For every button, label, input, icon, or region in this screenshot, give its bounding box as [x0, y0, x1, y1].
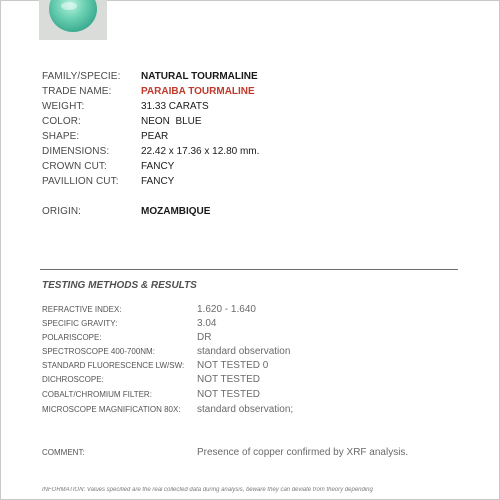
test-label: STANDARD FLUORESCENCE LW/SW:	[42, 361, 185, 370]
pavillion-cut-label: PAVILLION CUT:	[42, 176, 119, 187]
test-label: DICHROSCOPE:	[42, 375, 104, 384]
dimensions-value: 22.42 x 17.36 x 12.80 mm.	[141, 146, 260, 157]
shape-label: SHAPE:	[42, 131, 80, 142]
test-label: MICROSCOPE MAGNIFICATION 80X:	[42, 405, 181, 414]
comment-value: Presence of copper confirmed by XRF analysis.	[197, 447, 409, 458]
test-value: NOT TESTED	[197, 389, 260, 400]
section-divider	[40, 269, 458, 270]
test-label: REFRACTIVE INDEX:	[42, 305, 122, 314]
dimensions-label: DIMENSIONS:	[42, 146, 110, 157]
comment-label: COMMENT:	[42, 448, 85, 457]
test-value: 1.620 - 1.640	[197, 304, 256, 315]
origin-value: MOZAMBIQUE	[141, 206, 211, 217]
weight-value: 31.33 CARATS	[141, 101, 209, 112]
test-value: DR	[197, 332, 212, 343]
family-label: FAMILY/SPECIE:	[42, 71, 121, 82]
test-label: SPECTROSCOPE 400-700NM:	[42, 347, 155, 356]
test-value: standard observation	[197, 346, 291, 357]
information-disclaimer: INFORMATION: Values specified are the real collected data during analysis, beware they can deviate from theory depending	[42, 487, 373, 493]
weight-label: WEIGHT:	[42, 101, 85, 112]
test-label: POLARISCOPE:	[42, 333, 102, 342]
gemstone-highlight	[61, 2, 77, 10]
origin-label: ORIGIN:	[42, 206, 82, 217]
pavillion-cut-value: FANCY	[141, 176, 175, 187]
testing-section-title: TESTING METHODS & RESULTS	[42, 280, 197, 291]
crown-cut-label: CROWN CUT:	[42, 161, 107, 172]
trade-name-value: PARAIBA TOURMALINE	[141, 86, 255, 97]
gemstone-photo	[39, 0, 107, 40]
family-value: NATURAL TOURMALINE	[141, 71, 258, 82]
color-value: NEON BLUE	[141, 116, 202, 127]
test-value: 3.04	[197, 318, 217, 329]
test-label: COBALT/CHROMIUM FILTER:	[42, 390, 152, 399]
test-value: NOT TESTED	[197, 374, 260, 385]
test-label: SPECIFIC GRAVITY:	[42, 319, 118, 328]
trade-name-label: TRADE NAME:	[42, 86, 112, 97]
shape-value: PEAR	[141, 131, 169, 142]
crown-cut-value: FANCY	[141, 161, 175, 172]
test-value: NOT TESTED 0	[197, 360, 269, 371]
test-value: standard observation;	[197, 404, 294, 415]
color-label: COLOR:	[42, 116, 81, 127]
